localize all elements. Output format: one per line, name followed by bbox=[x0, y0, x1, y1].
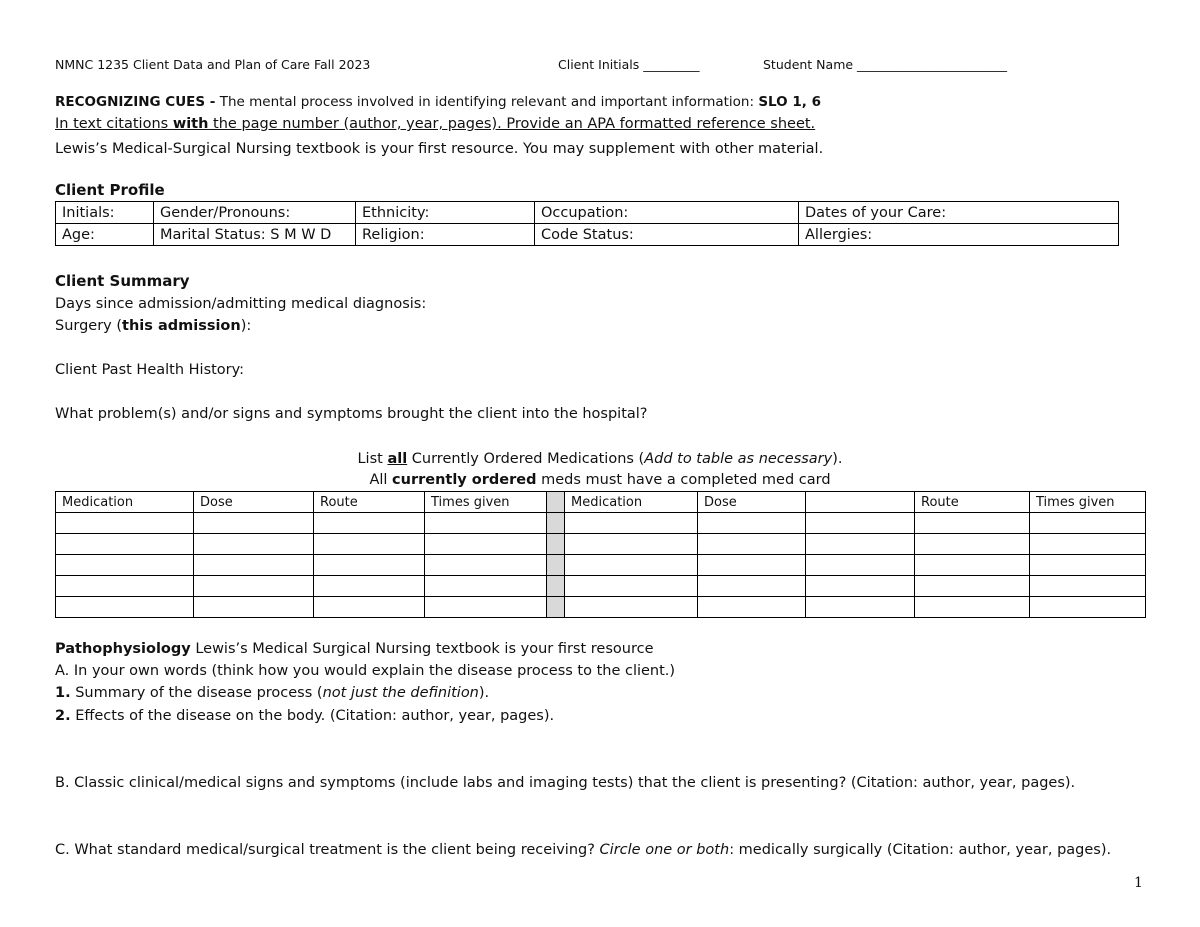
med-cell[interactable] bbox=[806, 597, 915, 618]
patho-item-1 bbox=[55, 685, 489, 701]
surgery-text-a: Surgery ( bbox=[55, 318, 123, 334]
med-cell[interactable] bbox=[915, 555, 1030, 576]
med-card-text-c: meds must have a completed med card bbox=[536, 472, 831, 488]
med-cell[interactable] bbox=[194, 513, 314, 534]
slo-label: SLO 1, 6 bbox=[758, 94, 821, 110]
student-name-field: Student Name ________________________ bbox=[763, 57, 1008, 72]
med-cell[interactable] bbox=[806, 555, 915, 576]
med-cell[interactable] bbox=[698, 576, 806, 597]
med-cell[interactable] bbox=[56, 555, 194, 576]
profile-cell: Gender/Pronouns: bbox=[154, 202, 356, 224]
profile-cell: Religion: bbox=[356, 224, 535, 246]
resource-note: Lewis’s Medical-Surgical Nursing textbook is your first resource. You may supplement with other material. bbox=[55, 141, 824, 157]
table-header-row bbox=[56, 492, 1146, 513]
recognizing-cues-line bbox=[55, 94, 821, 110]
table-row bbox=[56, 576, 1146, 597]
column-header: Route bbox=[915, 492, 1030, 513]
days-since-admission: Days since admission/admitting medical diagnosis: bbox=[55, 296, 427, 312]
recognizing-cues-title: RECOGNIZING CUES - bbox=[55, 94, 216, 110]
column-header: Route bbox=[314, 492, 425, 513]
pathophysiology-line bbox=[55, 641, 654, 657]
table-row bbox=[56, 555, 1146, 576]
med-list-text-d: Add to table as necessary bbox=[644, 451, 833, 467]
med-cell[interactable] bbox=[698, 513, 806, 534]
surgery-text-c: ): bbox=[240, 318, 252, 334]
divider-cell bbox=[547, 576, 565, 597]
divider-cell bbox=[547, 534, 565, 555]
med-cell[interactable] bbox=[1030, 576, 1146, 597]
med-list-text-c: Currently Ordered Medications ( bbox=[407, 451, 645, 467]
med-cell[interactable] bbox=[314, 513, 425, 534]
med-cell[interactable] bbox=[565, 534, 698, 555]
med-card-text-a: All bbox=[369, 472, 393, 488]
med-cell[interactable] bbox=[425, 576, 547, 597]
citations-text-c: the page number (author, year, pages). Provide an APA formatted reference sheet. bbox=[208, 116, 816, 132]
table-row bbox=[56, 202, 1119, 224]
column-header: Medication bbox=[565, 492, 698, 513]
column-header: Times given bbox=[1030, 492, 1146, 513]
patho-item-c bbox=[55, 842, 1111, 858]
med-cell[interactable] bbox=[425, 534, 547, 555]
column-header: Dose bbox=[698, 492, 806, 513]
med-cell[interactable] bbox=[915, 597, 1030, 618]
citations-instruction bbox=[55, 116, 815, 132]
column-header: Medication bbox=[56, 492, 194, 513]
med-cell[interactable] bbox=[806, 534, 915, 555]
med-cell[interactable] bbox=[565, 555, 698, 576]
table-row bbox=[56, 534, 1146, 555]
med-cell[interactable] bbox=[194, 555, 314, 576]
patho-item-a: A. In your own words (think how you would explain the disease process to the client.) bbox=[55, 663, 676, 679]
pathophysiology-resource: Lewis’s Medical Surgical Nursing textbook is your first resource bbox=[190, 641, 654, 657]
med-cell[interactable] bbox=[565, 513, 698, 534]
item-text-a: Summary of the disease process ( bbox=[70, 685, 323, 701]
column-header: Times given bbox=[425, 492, 547, 513]
past-health-history: Client Past Health History: bbox=[55, 362, 245, 378]
med-cell[interactable] bbox=[565, 576, 698, 597]
med-cell[interactable] bbox=[698, 534, 806, 555]
recognizing-cues-desc: The mental process involved in identifying relevant and important information: bbox=[219, 94, 755, 110]
course-title: NMNC 1235 Client Data and Plan of Care Fall 2023 bbox=[55, 57, 371, 72]
profile-cell: Initials: bbox=[56, 202, 154, 224]
divider-cell bbox=[547, 597, 565, 618]
citations-text-b: with bbox=[172, 116, 209, 132]
table-row bbox=[56, 597, 1146, 618]
item-text: Effects of the disease on the body. (Citation: author, year, pages). bbox=[70, 708, 555, 724]
medications-table bbox=[55, 491, 1146, 618]
med-cell[interactable] bbox=[314, 576, 425, 597]
med-cell[interactable] bbox=[1030, 534, 1146, 555]
med-cell[interactable] bbox=[1030, 555, 1146, 576]
item-c-text-a: C. What standard medical/surgical treatment is the client being receiving? bbox=[55, 842, 600, 858]
item-number: 1. bbox=[55, 685, 71, 701]
med-list-text-e: ). bbox=[832, 451, 843, 467]
med-cell[interactable] bbox=[56, 576, 194, 597]
profile-cell: Code Status: bbox=[535, 224, 799, 246]
client-profile-table bbox=[55, 201, 1119, 246]
med-cell[interactable] bbox=[194, 576, 314, 597]
column-header: Dose bbox=[194, 492, 314, 513]
med-cell[interactable] bbox=[698, 555, 806, 576]
med-cell[interactable] bbox=[698, 597, 806, 618]
client-profile-heading: Client Profile bbox=[55, 181, 165, 199]
divider-cell bbox=[547, 513, 565, 534]
divider-cell bbox=[547, 492, 565, 513]
citations-text-a: In text citations bbox=[55, 116, 173, 132]
item-c-text-c: : medically surgically (Citation: author, year, pages). bbox=[729, 842, 1112, 858]
med-list-instruction bbox=[0, 451, 1200, 467]
item-text-c: ). bbox=[478, 685, 490, 701]
med-cell[interactable] bbox=[1030, 513, 1146, 534]
med-cell[interactable] bbox=[915, 534, 1030, 555]
column-header bbox=[806, 492, 915, 513]
med-cell[interactable] bbox=[565, 597, 698, 618]
table-row bbox=[56, 224, 1119, 246]
surgery-line bbox=[55, 318, 251, 334]
med-card-text-b: currently ordered bbox=[392, 472, 537, 488]
med-list-text-b: all bbox=[387, 451, 408, 467]
item-text-b: not just the definition bbox=[322, 685, 479, 701]
item-c-text-b: Circle one or both bbox=[599, 842, 730, 858]
med-cell[interactable] bbox=[915, 513, 1030, 534]
patho-item-2 bbox=[55, 708, 554, 724]
med-cell[interactable] bbox=[56, 534, 194, 555]
profile-cell: Ethnicity: bbox=[356, 202, 535, 224]
med-cell[interactable] bbox=[56, 513, 194, 534]
med-cell[interactable] bbox=[425, 513, 547, 534]
med-card-note bbox=[0, 472, 1200, 488]
med-cell[interactable] bbox=[806, 576, 915, 597]
med-cell[interactable] bbox=[314, 534, 425, 555]
divider-cell bbox=[547, 555, 565, 576]
med-cell[interactable] bbox=[806, 513, 915, 534]
client-summary-heading: Client Summary bbox=[55, 272, 190, 290]
pathophysiology-heading: Pathophysiology bbox=[55, 641, 191, 657]
med-list-text-a: List bbox=[357, 451, 388, 467]
med-cell[interactable] bbox=[425, 597, 547, 618]
profile-cell: Occupation: bbox=[535, 202, 799, 224]
profile-cell: Dates of your Care: bbox=[799, 202, 1119, 224]
surgery-text-b: this admission bbox=[122, 318, 241, 334]
profile-cell: Allergies: bbox=[799, 224, 1119, 246]
med-cell[interactable] bbox=[425, 555, 547, 576]
med-cell[interactable] bbox=[194, 597, 314, 618]
patho-item-b: B. Classic clinical/medical signs and symptoms (include labs and imaging tests) that the client is presenting? (Citation: author, year, pages). bbox=[55, 775, 1076, 791]
profile-cell: Age: bbox=[56, 224, 154, 246]
presenting-problems: What problem(s) and/or signs and symptoms brought the client into the hospital? bbox=[55, 406, 648, 422]
med-cell[interactable] bbox=[194, 534, 314, 555]
med-cell[interactable] bbox=[314, 597, 425, 618]
med-cell[interactable] bbox=[915, 576, 1030, 597]
med-cell[interactable] bbox=[314, 555, 425, 576]
profile-cell: Marital Status: S M W D bbox=[154, 224, 356, 246]
med-cell[interactable] bbox=[1030, 597, 1146, 618]
page-number: 1 bbox=[1134, 875, 1143, 891]
item-number: 2. bbox=[55, 708, 71, 724]
med-cell[interactable] bbox=[56, 597, 194, 618]
table-row bbox=[56, 513, 1146, 534]
client-initials-field: Client Initials _________ bbox=[558, 57, 700, 72]
